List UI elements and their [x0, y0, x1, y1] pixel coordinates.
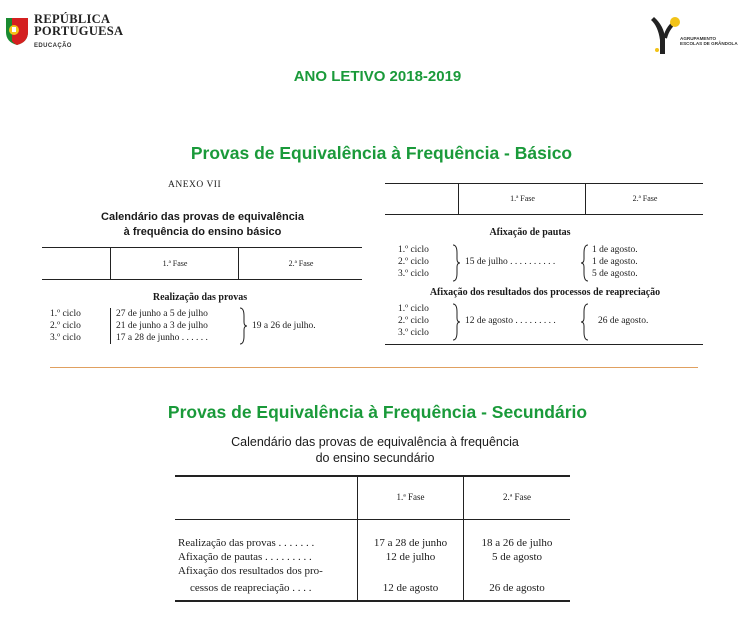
secundario-phase1-header: 1.ª Fase: [396, 492, 425, 502]
cycle-label: 1.º ciclo: [398, 304, 429, 314]
cycle-label: 3.º ciclo: [398, 269, 429, 279]
annex-label: ANEXO VII: [168, 180, 222, 190]
cycle-label: 1.º ciclo: [398, 245, 429, 255]
agrupamento-wordmark: [680, 36, 738, 46]
secundario-row-label: Afixação de pautas . . . . . . . . .: [178, 551, 312, 563]
table-rule: [175, 600, 570, 602]
portugal-emblem-icon: [4, 16, 30, 46]
table-rule: [585, 183, 586, 214]
table-rule: [238, 247, 239, 279]
logo-line2: PORTUGUESA: [34, 24, 124, 38]
table-rule: [42, 279, 362, 280]
right-brace-icon: [238, 306, 248, 346]
afixacao-label: Afixação de pautas: [489, 227, 571, 238]
secundario-row-phase1: 12 de julho: [385, 551, 436, 563]
left-brace-icon: [580, 243, 590, 283]
secundario-section-title: Provas de Equivalência à Frequência - Secundário: [167, 402, 588, 422]
logo-line1: REPÚBLICA: [34, 12, 111, 26]
secundario-phase2-header: 2.ª Fase: [503, 492, 531, 502]
republica-portuguesa-logo: [4, 10, 134, 54]
agrupamento-line1: AGRUPAMENTO: [680, 36, 717, 41]
table-rule: [385, 183, 703, 184]
secundario-row-phase1: 12 de agosto: [382, 582, 439, 594]
table-rule: [458, 183, 459, 214]
realizacao-phase1-value: 17 a 28 de junho . . . . . .: [116, 333, 208, 343]
secundario-row-label: Realização das provas . . . . . . .: [178, 537, 315, 549]
secundario-row-phase1: 17 a 28 de junho: [373, 537, 448, 549]
table-rule: [110, 308, 111, 344]
table-rule: [175, 519, 570, 520]
realizacao-phase1-value: 27 de junho a 5 de julho: [116, 309, 208, 319]
secundario-calendar-title-line2: do ensino secundário: [315, 451, 435, 465]
cycle-label: 2.º ciclo: [398, 316, 429, 326]
secundario-row-phase2: 5 de agosto: [491, 551, 543, 563]
afixacao-phase1-value: 15 de julho . . . . . . . . . .: [465, 257, 556, 267]
secundario-row-label: Afixação dos resultados dos pro-: [178, 565, 323, 577]
reapreciacao-phase1-value: 12 de agosto . . . . . . . . .: [465, 316, 556, 326]
basico-calendar-title: [60, 210, 345, 240]
right-brace-icon: [451, 302, 461, 342]
basico-right-phase1-header: 1.ª Fase: [510, 194, 535, 203]
basico-left-phase2-header: 2.ª Fase: [288, 259, 314, 268]
afixacao-phase2-value: 5 de agosto.: [592, 269, 638, 279]
cycle-label: 3.º ciclo: [50, 333, 81, 343]
realizacao-phase1-value: 21 de junho a 3 de julho: [116, 321, 208, 331]
logo-subtitle: EDUCAÇÃO: [34, 43, 72, 49]
basico-left-phase1-header: 1.ª Fase: [162, 259, 188, 268]
agrupamento-emblem-icon: [648, 14, 682, 58]
reapreciacao-phase2-value: 26 de agosto.: [598, 316, 649, 326]
basico-right-phase2-header: 2.ª Fase: [632, 194, 658, 203]
cycle-label: 1.º ciclo: [50, 309, 81, 319]
agrupamento-line2: ESCOLAS DE GRÂNDOLA: [680, 41, 738, 46]
cycle-label: 3.º ciclo: [398, 328, 429, 338]
section-divider: [50, 367, 698, 368]
afixacao-phase2-value: 1 de agosto.: [592, 245, 638, 255]
afixacao-phase2-value: 1 de agosto.: [592, 257, 638, 267]
reapreciacao-label: Afixação dos resultados dos processos de reapreciação: [429, 287, 661, 298]
table-rule: [175, 475, 570, 477]
table-rule: [385, 214, 703, 215]
left-brace-icon: [580, 302, 590, 342]
school-year-title: ANO LETIVO 2018-2019: [293, 68, 462, 85]
table-rule: [385, 344, 703, 345]
basico-calendar-title-line2: à frequência do ensino básico: [123, 226, 282, 238]
agrupamento-logo: [648, 14, 752, 58]
secundario-calendar-title: [150, 434, 600, 466]
basico-calendar-title-line1: Calendário das provas de equivalência: [101, 211, 304, 223]
basico-section-title: Provas de Equivalência à Frequência - Básico: [190, 143, 573, 163]
secundario-row-phase2: 26 de agosto: [489, 582, 545, 594]
secundario-calendar-title-line1: Calendário das provas de equivalência à frequência: [231, 435, 519, 449]
realizacao-label: Realização das provas: [152, 292, 248, 303]
cycle-label: 2.º ciclo: [398, 257, 429, 267]
secundario-row-phase2: 18 a 26 de julho: [481, 537, 553, 549]
table-rule: [42, 247, 362, 248]
republica-portuguesa-wordmark: [34, 13, 123, 37]
cycle-label: 2.º ciclo: [50, 321, 81, 331]
secundario-row-label: cessos de reapreciação . . . .: [190, 582, 312, 594]
right-brace-icon: [451, 243, 461, 283]
realizacao-phase2-value: 19 a 26 de julho.: [252, 321, 316, 331]
table-rule: [110, 247, 111, 279]
